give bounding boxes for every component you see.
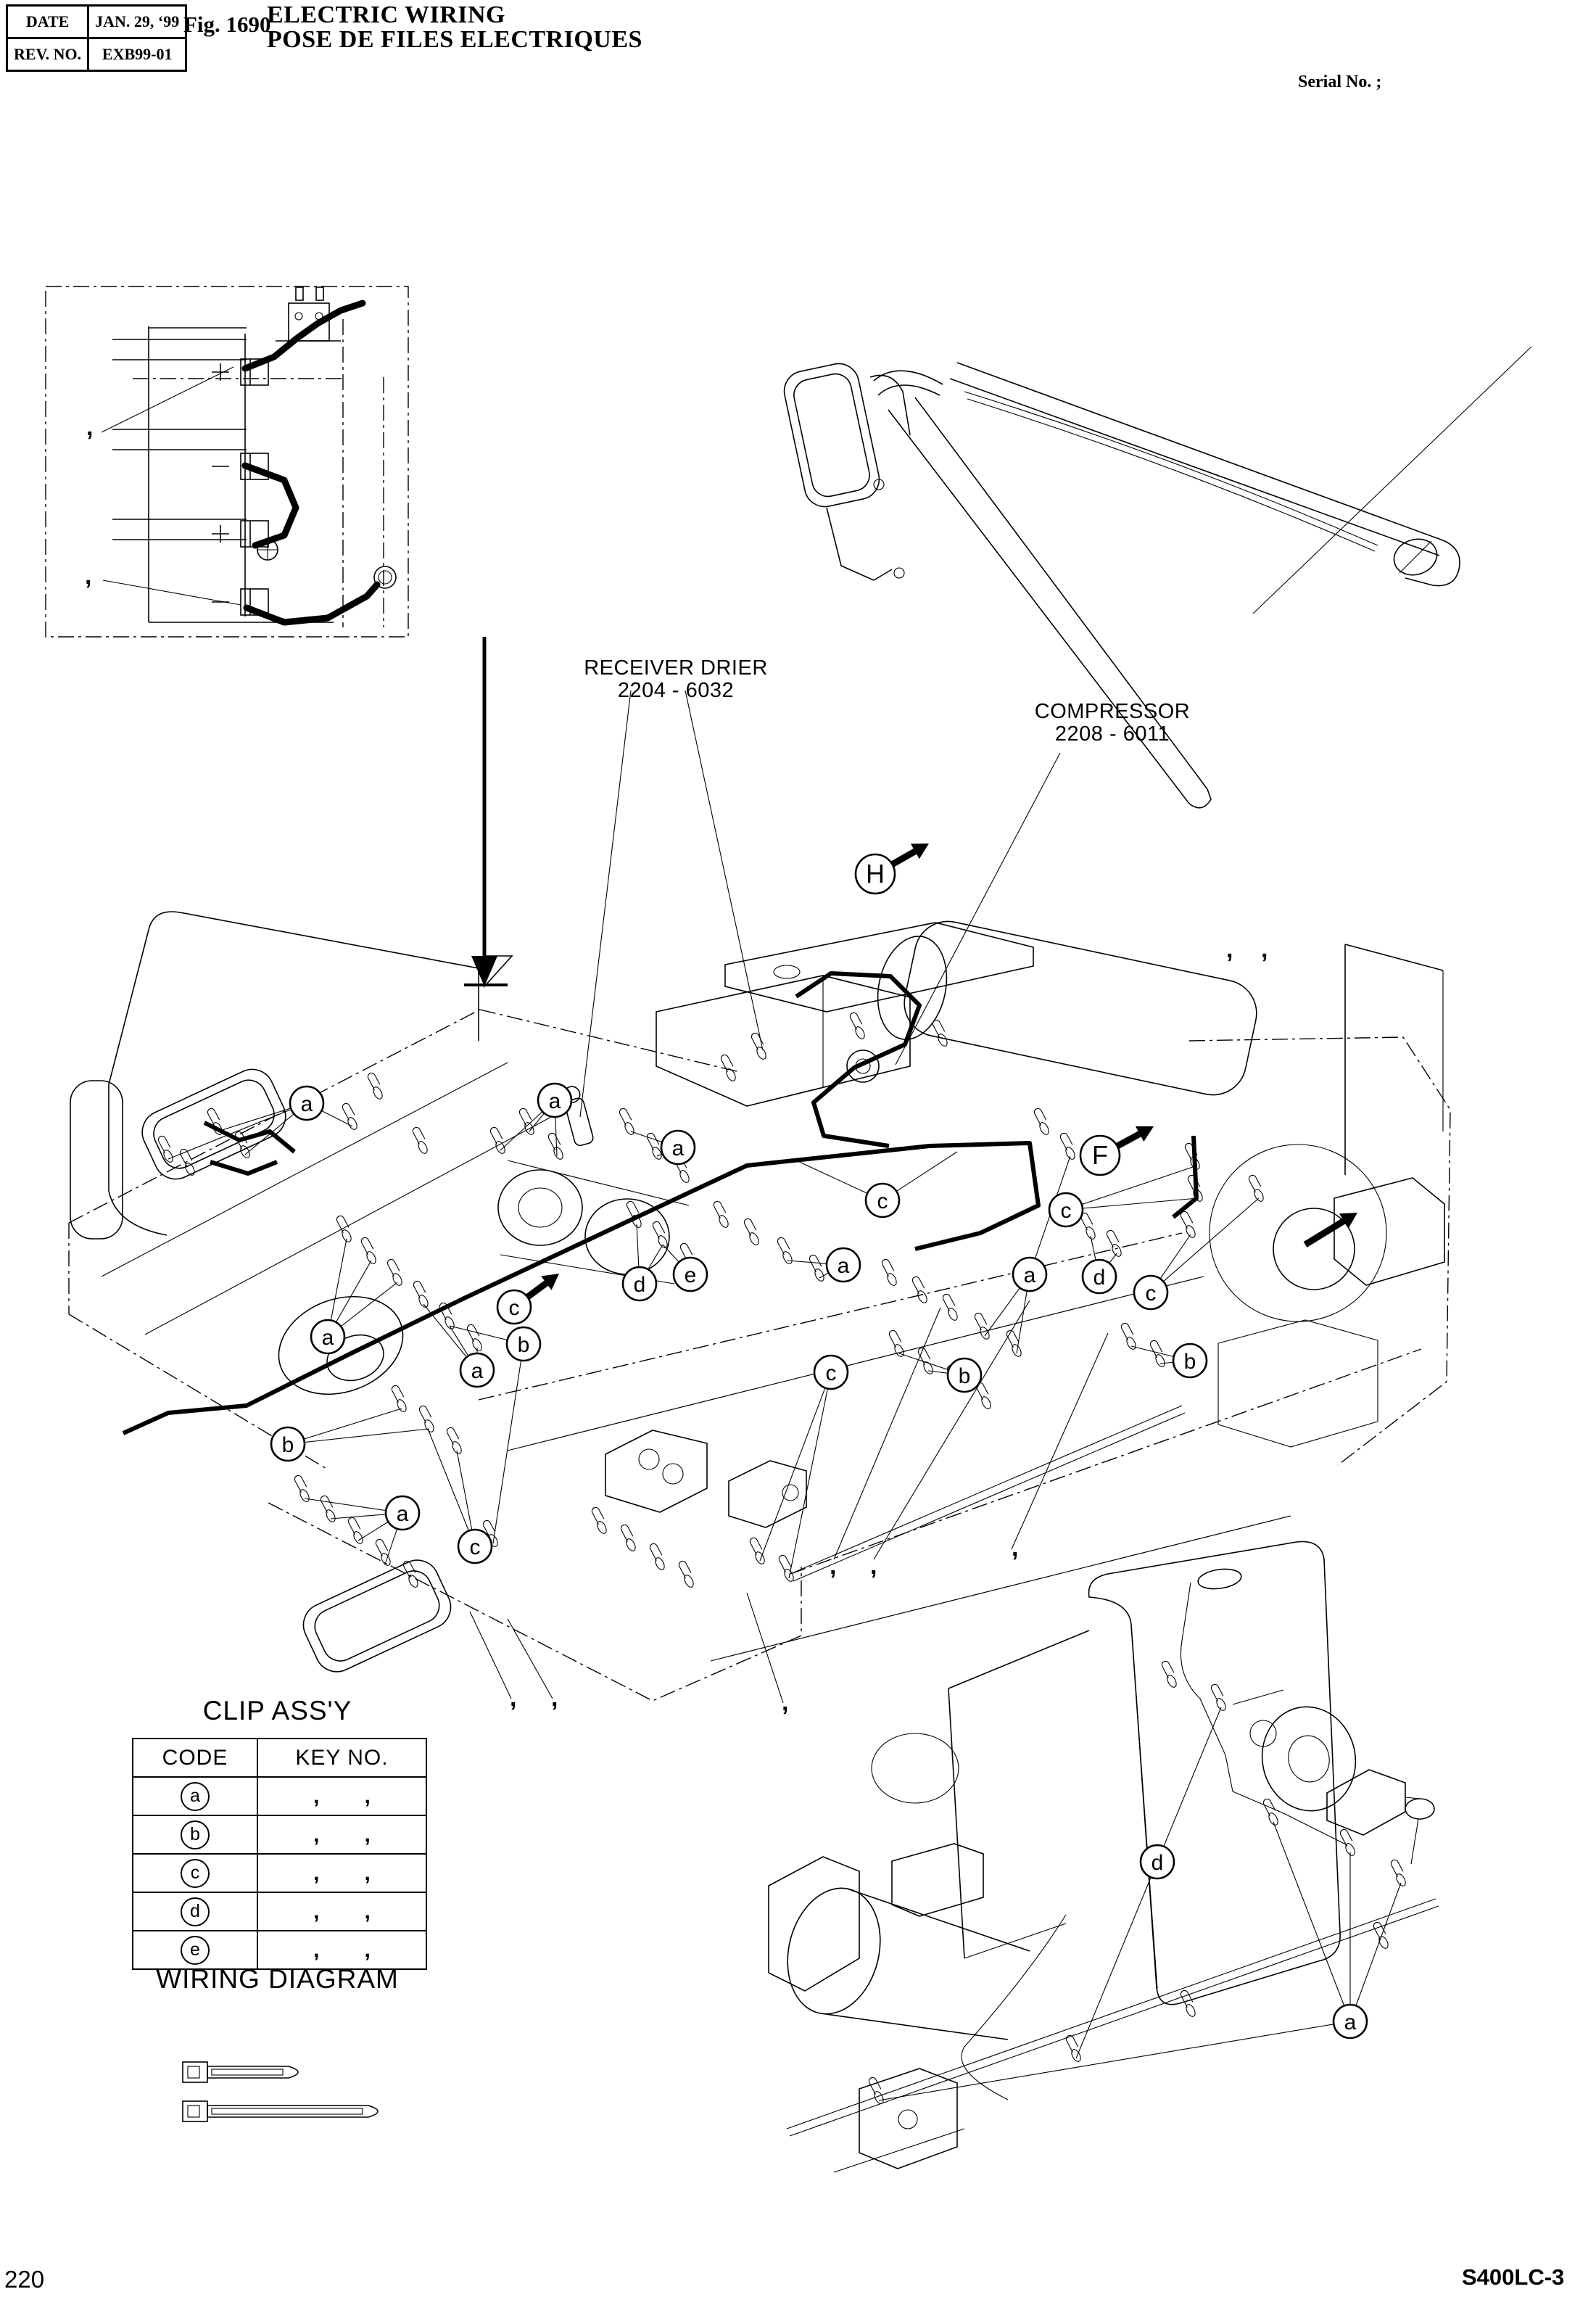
leader-line — [288, 1429, 429, 1444]
wire-clip — [711, 1200, 732, 1229]
wire-clip — [1004, 1329, 1025, 1358]
wiring-harness — [796, 973, 919, 1146]
callout-b — [1173, 1344, 1207, 1377]
svg-text:b: b — [1183, 1350, 1196, 1374]
svg-text:c: c — [877, 1189, 888, 1213]
date-value: JAN. 29, ‘99 — [88, 6, 186, 38]
leader-line — [1157, 1707, 1221, 1862]
wire-clip — [940, 1293, 961, 1322]
svg-text:c: c — [1145, 1282, 1157, 1306]
wire-clip — [410, 1280, 431, 1309]
wire-clip — [1337, 1828, 1358, 1857]
leader-line — [879, 2021, 1350, 2100]
wire-clip — [516, 1108, 537, 1137]
page-title-fr: POSE DE FILES ELECTRIQUES — [267, 26, 642, 53]
callout-a — [290, 1086, 323, 1120]
wire-clip — [647, 1543, 668, 1572]
clip-table-row — [133, 1777, 426, 1815]
wire-clip — [886, 1329, 907, 1358]
wire-clip — [589, 1506, 610, 1535]
leader-line — [1066, 1166, 1195, 1210]
compressor-label: COMPRESSOR 2208 - 6011 — [1034, 700, 1191, 746]
callout-c — [1049, 1193, 1083, 1226]
code-circle-letter: c — [181, 1859, 210, 1888]
callout-a — [460, 1353, 494, 1387]
figure-number: Fig. 1690 — [183, 12, 271, 37]
wire-clip — [318, 1495, 339, 1524]
clip-assy-table — [132, 1738, 427, 1970]
leader-line — [470, 1612, 511, 1699]
part-number-placeholder: , — [782, 1688, 789, 1716]
leader-line — [685, 690, 763, 1050]
wire-clip — [618, 1524, 639, 1553]
wire-clip — [345, 1517, 366, 1546]
clip-table-row — [133, 1854, 426, 1892]
leader-line — [1076, 1862, 1157, 2058]
leader-line — [428, 1429, 475, 1546]
wire-clip — [334, 1215, 355, 1244]
leader-line — [1253, 347, 1531, 614]
wire-clip — [718, 1054, 739, 1083]
leader-line — [1350, 1883, 1401, 2021]
svg-text:a: a — [321, 1326, 334, 1350]
part-number-placeholder: , — [86, 413, 94, 441]
wire-clip — [1260, 1798, 1281, 1827]
svg-text:F: F — [1092, 1140, 1108, 1170]
svg-text:a: a — [1344, 2011, 1357, 2034]
wire-clip — [806, 1254, 827, 1283]
lower-machine-view — [769, 1542, 1439, 2173]
wire-clip — [776, 1554, 797, 1583]
wire-clip — [1031, 1108, 1052, 1137]
part-number-placeholder: , — [510, 1684, 517, 1712]
page-number: 220 — [4, 2266, 45, 2293]
wire-clip — [444, 1427, 465, 1456]
view-direction-arrow — [1305, 1221, 1344, 1245]
part-number-placeholder: , — [1226, 936, 1233, 963]
wire-clip — [972, 1312, 993, 1341]
leader-line — [103, 580, 241, 605]
wire-clip — [748, 1032, 769, 1061]
wiring-harness — [123, 1224, 621, 1433]
callout-d — [1083, 1260, 1116, 1293]
svg-text:b: b — [517, 1333, 530, 1357]
leader-line — [1151, 1198, 1259, 1292]
svg-text:a: a — [300, 1092, 313, 1116]
wire-clip — [487, 1126, 508, 1155]
callout-F — [1080, 1136, 1120, 1175]
view-direction-arrow — [892, 851, 914, 865]
wire-clip — [358, 1237, 379, 1266]
inset-pointer-arrow — [464, 637, 512, 986]
svg-text:c: c — [508, 1296, 520, 1320]
svg-text:c: c — [1060, 1199, 1072, 1223]
leader-line — [168, 1103, 307, 1159]
wire-clip — [909, 1276, 930, 1305]
wire-clip — [1370, 1921, 1392, 1950]
callout-d — [1141, 1845, 1174, 1879]
cable-tie-short — [183, 2062, 298, 2082]
wire-clip — [676, 1560, 697, 1589]
wire-clip — [155, 1135, 176, 1164]
leader-line — [580, 690, 631, 1117]
key-no-value: , , — [313, 1822, 371, 1847]
wire-clip — [747, 1537, 768, 1566]
callout-a — [311, 1320, 344, 1353]
callout-a — [386, 1496, 419, 1530]
date-label: DATE — [7, 6, 88, 38]
callout-b — [507, 1327, 540, 1361]
svg-text:a: a — [1023, 1263, 1036, 1287]
clip-assy-title: CLIP ASS'Y — [202, 1696, 352, 1725]
svg-text:c: c — [825, 1361, 837, 1385]
wire-clip — [464, 1324, 485, 1353]
wire-clip — [1104, 1229, 1125, 1258]
rev-value: EXB99-01 — [88, 38, 186, 71]
code-circle-letter: b — [181, 1820, 210, 1849]
col-code-header: CODE — [133, 1739, 257, 1777]
wire-clip — [410, 1126, 431, 1155]
wire-clip — [1208, 1683, 1229, 1712]
wire-clip — [741, 1218, 762, 1247]
part-number-placeholder: , — [1261, 936, 1268, 963]
svg-text:b: b — [958, 1364, 971, 1388]
clip-table-row — [133, 1815, 426, 1854]
callout-c — [814, 1356, 848, 1389]
leader-line — [760, 1372, 831, 1561]
key-no-value: , , — [313, 1899, 371, 1923]
key-no-value: , , — [313, 1937, 371, 1962]
wire-clip — [292, 1475, 313, 1504]
part-number-placeholder: , — [830, 1552, 837, 1580]
wire-clip — [1159, 1660, 1180, 1689]
callout-d — [623, 1267, 656, 1300]
wire-clip — [1057, 1132, 1078, 1161]
part-number-placeholder: , — [85, 562, 92, 590]
leader-line — [789, 1372, 831, 1578]
code-circle-letter: a — [181, 1782, 210, 1811]
wire-clip — [389, 1385, 410, 1414]
svg-text:a: a — [471, 1359, 484, 1383]
main-machine-view — [69, 912, 1450, 1701]
callout-a — [1013, 1258, 1046, 1291]
leader-line — [1273, 1822, 1350, 2021]
part-number-placeholder: , — [1012, 1534, 1019, 1562]
clip-table-row — [133, 1892, 426, 1931]
callout-e — [674, 1258, 707, 1291]
wire-clip — [879, 1258, 900, 1287]
callout-b — [948, 1358, 981, 1392]
code-circle-letter: e — [181, 1936, 210, 1965]
svg-text:a: a — [548, 1089, 561, 1113]
callout-H — [856, 854, 895, 894]
callout-c — [497, 1290, 531, 1324]
callout-a — [827, 1248, 860, 1282]
leader-line — [1066, 1198, 1198, 1210]
wire-clip — [1147, 1340, 1168, 1369]
svg-text:H: H — [866, 859, 885, 888]
callout-a — [538, 1084, 571, 1117]
wire-clip — [1246, 1174, 1267, 1203]
svg-text:a: a — [396, 1502, 409, 1526]
svg-text:a: a — [671, 1137, 685, 1160]
leader-line — [102, 367, 233, 432]
key-no-value: , , — [313, 1860, 371, 1885]
col-key-header: KEY NO. — [257, 1739, 426, 1777]
part-number-placeholder: , — [870, 1552, 877, 1580]
wire-clip — [232, 1131, 253, 1160]
battery-cable — [245, 303, 363, 368]
callout-a — [661, 1131, 695, 1164]
callout-b — [271, 1427, 305, 1461]
wire-clip — [1178, 1989, 1199, 2018]
wire-clip — [616, 1108, 637, 1137]
svg-text:a: a — [837, 1254, 850, 1278]
wire-clip — [339, 1102, 360, 1131]
svg-text:d: d — [1093, 1266, 1106, 1290]
wire-clip — [1178, 1211, 1199, 1240]
leader-line — [288, 1409, 402, 1444]
callout-c — [866, 1184, 899, 1217]
leader-line — [493, 1344, 524, 1543]
callout-c — [458, 1530, 492, 1563]
model-code: S400LC-3 — [1462, 2264, 1565, 2290]
wire-clip — [1388, 1859, 1409, 1888]
leader-line — [1012, 1333, 1108, 1549]
callout-a — [1334, 2005, 1367, 2038]
svg-text:b: b — [281, 1433, 294, 1457]
svg-text:d: d — [1151, 1851, 1164, 1875]
battery-inset-view — [46, 286, 408, 637]
wire-clip — [930, 1019, 951, 1048]
cable-tie-long — [183, 2101, 378, 2121]
wire-clip — [1063, 2034, 1084, 2063]
part-number-placeholder: , — [551, 1684, 558, 1712]
serial-number-label: Serial No. ; — [1298, 73, 1382, 91]
receiver-drier-label: RECEIVER DRIER 2204 - 6032 — [584, 656, 768, 702]
code-circle-letter: d — [181, 1897, 210, 1926]
view-direction-arrow — [527, 1283, 546, 1297]
wiring-diagram-title: WIRING DIAGRAM — [156, 1964, 399, 1994]
wiring-harness — [210, 1162, 277, 1174]
wire-clip — [384, 1258, 405, 1287]
svg-text:d: d — [633, 1273, 646, 1297]
battery-cable — [247, 585, 377, 622]
svg-text:c: c — [469, 1535, 481, 1559]
wire-clip — [365, 1072, 386, 1101]
battery-cable — [245, 466, 296, 545]
leader-line — [896, 753, 1060, 1065]
callout-c — [1134, 1276, 1167, 1309]
leader-line — [834, 1308, 940, 1559]
wire-clip — [373, 1538, 394, 1567]
page-title-en: ELECTRIC WIRING — [267, 1, 506, 28]
wire-clip — [1118, 1322, 1139, 1351]
svg-text:e: e — [684, 1263, 697, 1287]
rev-label: REV. NO. — [7, 38, 88, 71]
key-no-value: , , — [313, 1783, 371, 1808]
leader-line — [747, 1593, 783, 1703]
wire-clip — [847, 1012, 868, 1041]
view-direction-arrow — [1117, 1134, 1140, 1146]
